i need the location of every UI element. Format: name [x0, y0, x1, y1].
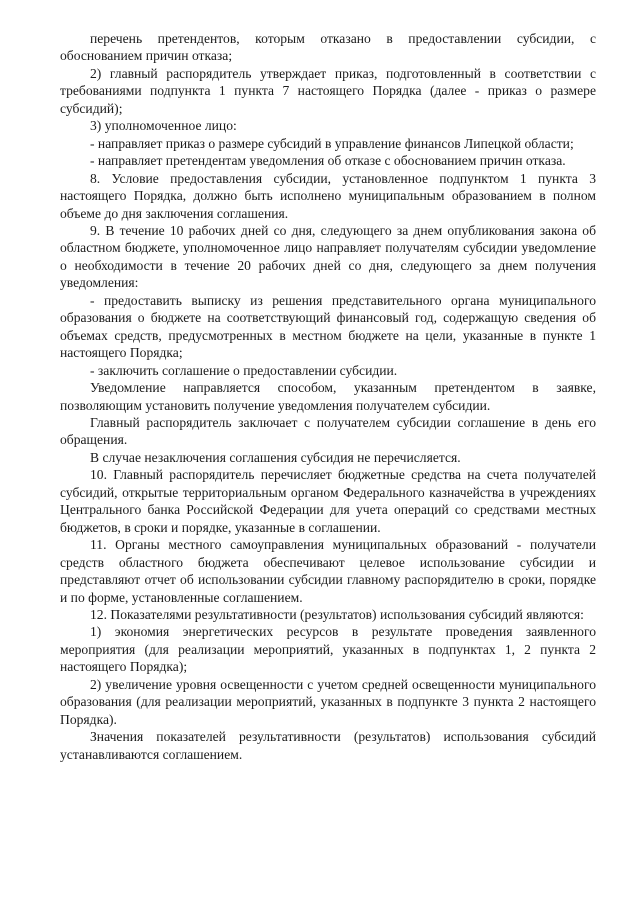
paragraph-item-2-order: 2) главный распорядитель утверждает приказ, подготовленный в соответствии с требованиями подпункта 1 пункта 7 настоящего Порядка (далее - приказ о размере субсидий);	[60, 65, 596, 116]
paragraph-indicator-1: 1) экономия энергетических ресурсов в результате проведения заявленного мероприятия (для реализации мероприятий, указанных в подпунктах 1, 2 пункта 2 настоящего Порядка);	[60, 624, 596, 675]
paragraph-send-refusal: - направляет претендентам уведомления об отказе с обоснованием причин отказа.	[90, 153, 566, 169]
paragraph-rejected-list: перечень претендентов, которым отказано в предоставлении субсидии, с обоснованием причин отказа;	[60, 31, 596, 64]
paragraph-section-12: 12. Показателями результативности (результатов) использования субсидий являются:	[90, 606, 584, 622]
paragraph-indicator-2: 2) увеличение уровня освещенности с учетом средней освещенности муниципального образования (для реализации мероприятий, указанных в подпункте 3 пункта 2 настоящего Порядка).	[60, 676, 596, 727]
paragraph-provide-extract: - предоставить выписку из решения представительного органа муниципального образования о бюджете на соответствующий финансовый год, содержащую сведения об объемах средств, предусмотренных в местном бюджете на цели, указанные в пункте 1 настоящего Порядка;	[60, 292, 596, 361]
paragraph-section-8: 8. Условие предоставления субсидии, установленное подпунктом 1 пункта 3 настоящего Порядка, должно быть исполнено муниципальным образованием в полном объеме до дня заключения соглашения.	[60, 170, 596, 221]
paragraph-send-order: - направляет приказ о размере субсидий в управление финансов Липецкой области;	[90, 135, 574, 151]
paragraph-section-9: 9. В течение 10 рабочих дней со дня, следующего за днем опубликования закона об областном бюджете, уполномоченное лицо направляет получателям субсидии уведомление о необходимости в течение 20 рабочих дней со дня, следующего за днем получения уведомления:	[60, 222, 596, 291]
paragraph-item-3-authorized-person: 3) уполномоченное лицо:	[90, 118, 237, 134]
paragraph-notification-method: Уведомление направляется способом, указанным претендентом в заявке, позволяющим установить получение уведомления получателем субсидии.	[60, 380, 596, 413]
paragraph-section-10: 10. Главный распорядитель перечисляет бюджетные средства на счета получателей субсидий, открытые территориальным органом Федерального казначейства в учреждениях Центрального банка Российской Федерации для учета операций со средствами местных бюджетов, в сроки и порядке, указанные в соглашении.	[60, 467, 596, 535]
paragraph-indicator-values: Значения показателей результативности (результатов) использования субсидий устанавливаются соглашением.	[60, 729, 596, 762]
paragraph-section-11: 11. Органы местного самоуправления муниципальных образований - получатели средств областного бюджета обеспечивают целевое использование субсидии и представляют отчет об использовании субсидии главному распорядителю в сроки, порядке и по форме, установленные соглашением.	[60, 537, 596, 605]
paragraph-conclude-agreement: - заключить соглашение о предоставлении субсидии.	[90, 362, 398, 378]
paragraph-no-agreement: В случае незаключения соглашения субсидия не перечисляется.	[90, 449, 461, 465]
paragraph-agreement-day: Главный распорядитель заключает с получателем субсидии соглашение в день его обращения.	[60, 414, 596, 448]
document-page	[60, 30, 596, 763]
